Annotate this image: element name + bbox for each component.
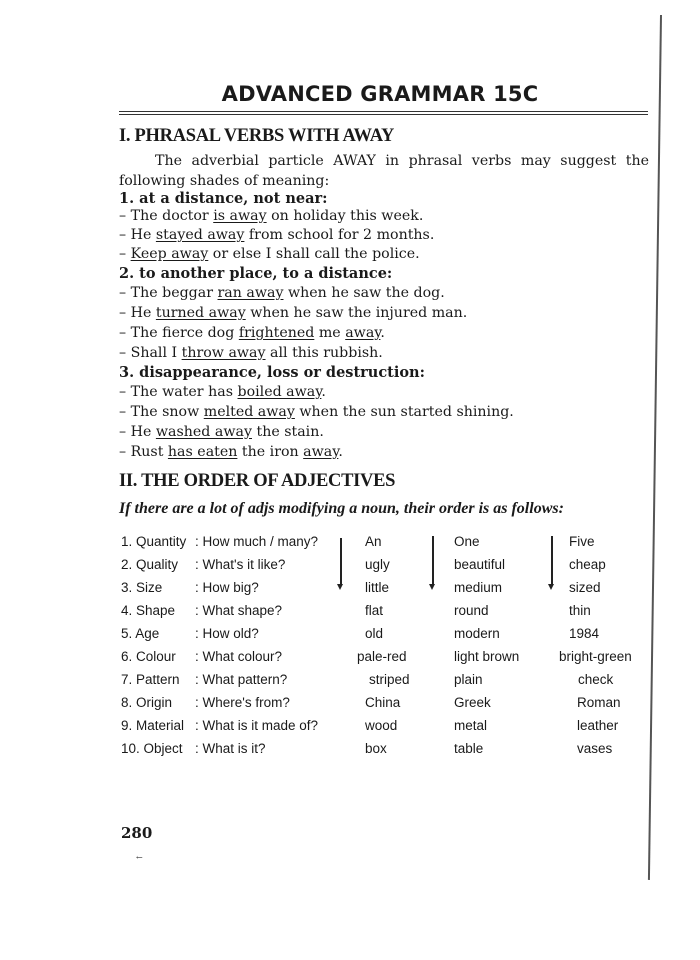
sentence-text: – The snow [119,404,204,420]
title-double-rule [119,111,648,115]
example-1: box [365,741,387,756]
sentence-text: – The doctor [119,208,214,224]
example-3: Roman [577,695,621,710]
page-edge-rule [648,15,662,880]
example-3: bright-green [559,649,632,664]
phrasal-verb: stayed away [155,227,245,243]
sentence-text: – He [119,227,156,243]
question-label: : How old? [195,626,259,641]
category-label: 7. Pattern [121,672,180,687]
down-arrow-icon [432,536,434,585]
example-1: old [365,626,384,641]
sentence-text: – He [119,424,156,440]
phrasal-verb: washed away [155,424,252,440]
sentence-text: or else I shall call the police. [208,246,420,262]
example-2: modern [454,626,500,641]
sentence-text: the stain. [251,424,324,440]
page-number: 280 [121,824,153,842]
sentence-text: the iron [237,444,304,460]
example-1: An [365,534,382,549]
sentence-text: – He [119,305,156,321]
example-3: 1984 [569,626,600,641]
example-1: ugly [365,557,390,572]
example-2: round [454,603,489,618]
section-2-heading: II. THE ORDER OF ADJECTIVES [119,471,396,491]
sentence-text: – The fierce dog [119,325,239,341]
question-label: : How big? [195,580,259,595]
example-sentence [119,227,434,243]
category-label: 1. Quantity [121,534,187,549]
example-3: sized [569,580,601,595]
example-2: medium [454,580,503,595]
question-label: : Where's from? [195,695,290,710]
example-3: check [578,672,614,687]
example-sentence [119,384,326,400]
example-2: beautiful [454,557,506,572]
sentence-text: – The beggar [119,285,218,301]
phrasal-verb: away [345,325,381,341]
down-arrow-icon [340,538,342,585]
example-3: thin [569,603,591,618]
sentence-text: on holiday this week. [266,208,424,224]
phrasal-verb: ran away [217,285,284,301]
example-2: table [454,741,484,756]
sentence-text: . [338,444,343,460]
category-label: 3. Size [121,580,163,595]
phrasal-verb: boiled away [237,384,322,400]
page-title: ADVANCED GRAMMAR 15C [221,82,539,106]
scan-mark: ← [136,853,143,862]
example-sentence [119,444,343,460]
example-2: Greek [454,695,491,710]
phrasal-verb: away [303,444,339,460]
section-1-intro: The adverbial particle AWAY in phrasal verbs may suggest the following shades of meaning: [119,153,649,189]
phrasal-verb: Keep away [130,246,209,262]
example-sentence [119,345,383,361]
category-label: 9. Material [121,718,185,733]
phrasal-verb: is away [213,208,267,224]
phrasal-verb: throw away [181,345,266,361]
section-1-heading: I. PHRASAL VERBS WITH AWAY [119,126,395,146]
example-1: wood [365,718,398,733]
meaning-heading: 1. at a distance, not near: [119,190,328,207]
category-label: 2. Quality [121,557,179,572]
phrasal-verb: melted away [203,404,295,420]
example-2: plain [454,672,483,687]
example-1: flat [365,603,384,618]
sentence-text: . [321,384,326,400]
sentence-text: all this rubbish. [265,345,383,361]
category-label: 10. Object [121,741,183,756]
sentence-text: – [119,246,131,262]
example-3: vases [577,741,613,756]
sentence-text: . [380,325,385,341]
question-label: : What is it? [195,741,266,756]
question-label: : How much / many? [195,534,319,549]
phrasal-verb: turned away [155,305,246,321]
example-sentence [119,246,420,262]
question-label: : What's it like? [195,557,286,572]
section-2-note: If there are a lot of adjs modifying a noun, their order is as follows: [119,500,564,517]
sentence-text: – The water has [119,384,238,400]
category-label: 5. Age [121,626,160,641]
question-label: : What colour? [195,649,283,664]
example-1: pale-red [357,649,407,664]
meaning-heading: 2. to another place, to a distance: [119,265,393,282]
category-label: 6. Colour [121,649,176,664]
sentence-text: me [314,325,346,341]
phrasal-verb: frightened [238,325,315,341]
example-1: little [365,580,390,595]
example-1: striped [369,672,410,687]
sentence-text: when he saw the dog. [283,285,445,301]
example-2: metal [454,718,488,733]
example-sentence [119,325,385,341]
example-sentence [119,305,467,321]
example-2: light brown [454,649,520,664]
question-label: : What pattern? [195,672,288,687]
example-sentence [119,424,324,440]
question-label: : What shape? [195,603,283,618]
sentence-text: – Shall I [119,345,182,361]
category-label: 4. Shape [121,603,176,618]
example-sentence [119,208,423,224]
meaning-heading: 3. disappearance, loss or destruction: [119,364,425,381]
sentence-text: when the sun started shining. [294,404,514,420]
sentence-text: from school for 2 months. [244,227,435,243]
example-3: cheap [569,557,606,572]
example-sentence [119,285,445,301]
phrasal-verb: has eaten [167,444,238,460]
question-label: : What is it made of? [195,718,319,733]
example-1: China [365,695,401,710]
down-arrow-icon [551,536,553,585]
category-label: 8. Origin [121,695,173,710]
example-3: Five [569,534,595,549]
sentence-text: when he saw the injured man. [245,305,468,321]
example-3: leather [577,718,619,733]
sentence-text: – Rust [119,444,168,460]
example-2: One [454,534,480,549]
example-sentence [119,404,514,420]
